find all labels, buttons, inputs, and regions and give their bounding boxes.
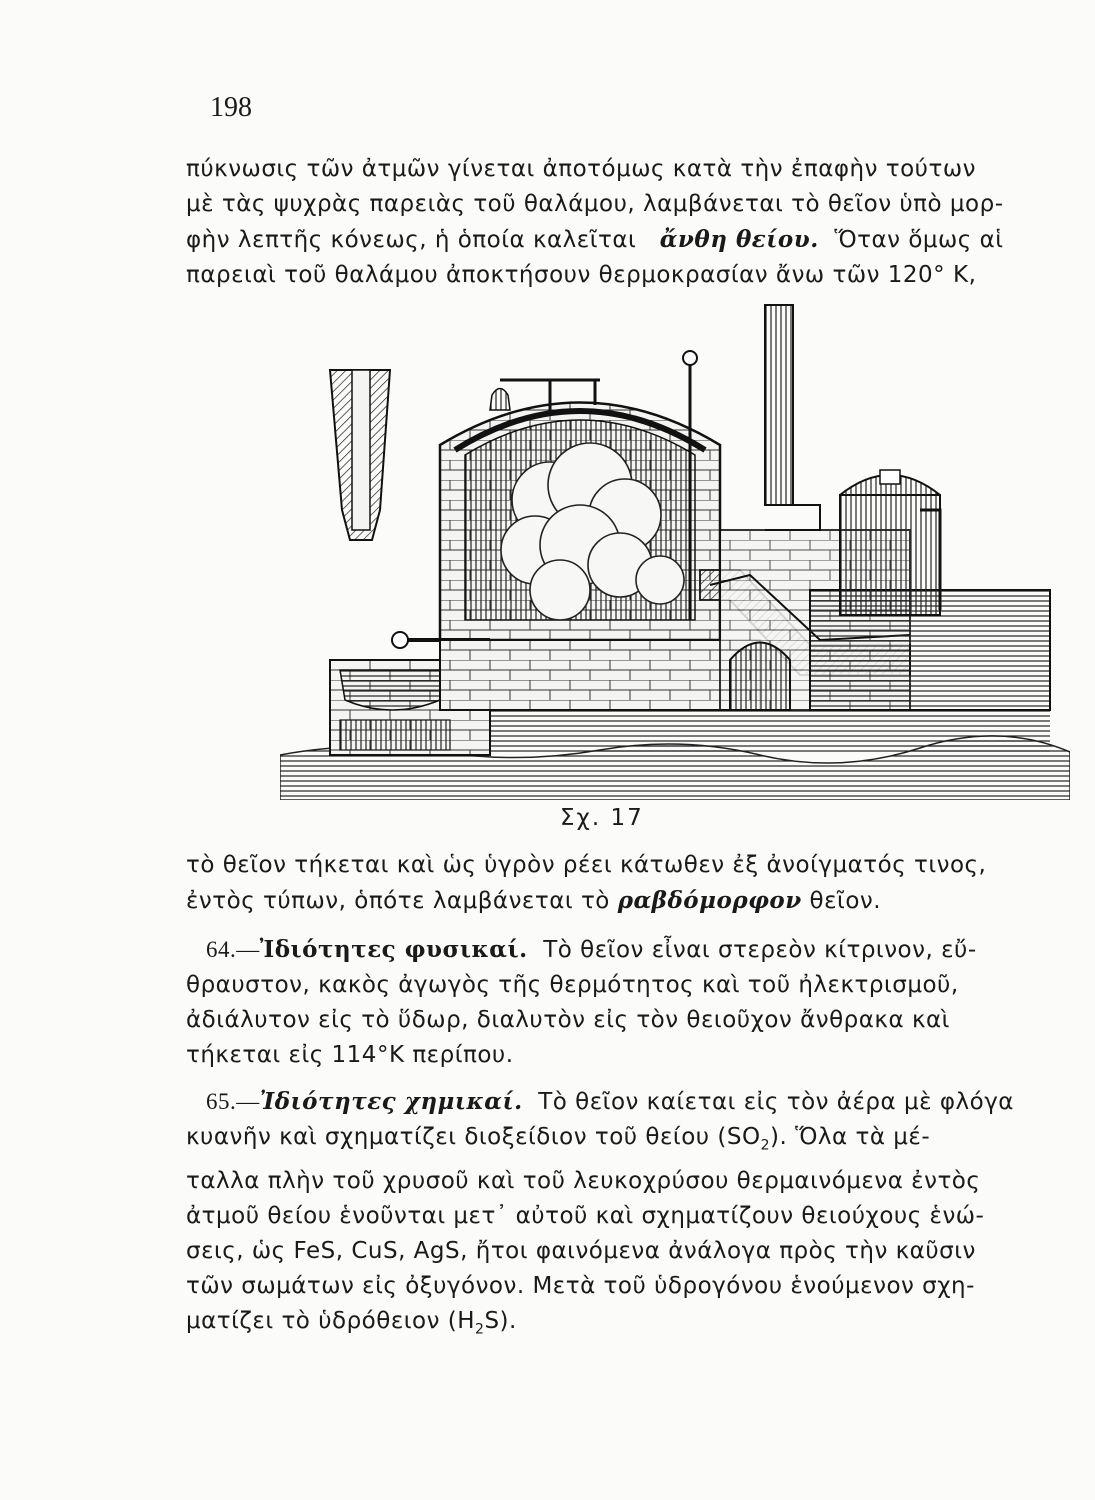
section-64	[186, 932, 1066, 1073]
text-fragment: Τὸ θεῖον καίεται εἰς τὸν ἀέρα μὲ φλόγα	[538, 1089, 1014, 1115]
text-fragment: ματίζει τὸ ὑδρόθειον (H	[186, 1307, 476, 1334]
text-fragment: S).	[484, 1307, 517, 1334]
text-line	[186, 932, 1066, 968]
text-fragment: φὴν λεπτῆς κόνεως, ἡ ὁποία καλεῖται	[186, 227, 637, 253]
text-line: ταλλα πλὴν τοῦ χρυσοῦ καὶ τοῦ λευκοχρύσου θερμαινόμενα ἐντὸς	[186, 1167, 981, 1194]
text-fragment: ). Ὅλα τὰ μέ-	[769, 1124, 931, 1150]
text-line: τὸ θεῖον τήκεται καὶ ὡς ὑγρὸν ρέει κάτωθεν ἐξ ἀνοίγματός τινος,	[186, 852, 987, 878]
text-fragment: ἐντὸς τύπων, ὁπότε λαμβάνεται τὸ	[186, 888, 610, 914]
subscript: 2	[760, 1137, 770, 1154]
text-line: τῶν σωμάτων εἰς ὀξυγόνον. Μετὰ τοῦ ὑδρογόνου ἑνούμενον σχη-	[186, 1272, 975, 1299]
text-fragment: Τὸ θεῖον εἶναι στερεὸν κίτρινον, εὔ-	[543, 937, 977, 963]
figure-caption: Σχ. 17	[560, 805, 644, 831]
text-line	[186, 1120, 1066, 1164]
text-line: σεις, ὡς FeS, CuS, AgS, ἤτοι φαινόμενα ἀνάλογα πρὸς τὴν καῦσιν	[186, 1237, 976, 1264]
text-line: ἀτμοῦ θείου ἑνοῦνται μετ᾽ αὐτοῦ καὶ σχηματίζουν θειούχους ἑνώ-	[186, 1202, 985, 1229]
term-rod-shaped: ραβδόμορφον	[617, 887, 802, 914]
section-heading: Ἰδιότητες χημικαί.	[259, 1088, 523, 1115]
text-line	[186, 1304, 1066, 1348]
term-flowers-of-sulfur: ἄνθη θείου.	[659, 226, 819, 253]
text-line: πύκνωσις τῶν ἀτμῶν γίνεται ἀποτόμως κατὰ τὴν ἐπαφὴν τούτων	[186, 156, 976, 182]
text-line: θραυστον, κακὸς ἀγωγὸς τῆς θερμότητος καὶ τοῦ ἠλεκτρισμοῦ,	[186, 972, 959, 998]
subscript: 2	[475, 1321, 485, 1338]
text-line: τήκεται εἰς 114°Κ περίπου.	[186, 1042, 514, 1068]
text-fragment: κυανῆν καὶ σχηματίζει διοξείδιον τοῦ θείου (SO	[186, 1124, 761, 1150]
text-line	[186, 222, 1066, 258]
text-line	[186, 883, 1066, 919]
top-paragraph	[186, 152, 1066, 293]
text-line	[186, 1084, 1066, 1120]
after-figure-paragraph	[186, 848, 1066, 919]
text-line: ἀδιάλυτον εἰς τὸ ὕδωρ, διαλυτὸν εἰς τὸν θειοῦχον ἄνθρακα καὶ	[186, 1007, 950, 1033]
sulfur-furnace-illustration	[280, 300, 1070, 800]
page-number: 198	[210, 92, 252, 123]
section-number: 65.—	[206, 1089, 260, 1114]
section-65	[186, 1084, 1066, 1347]
text-line: παρειαὶ τοῦ θαλάμου ἀποκτήσουν θερμοκρασίαν ἄνω τῶν 120° Κ,	[186, 262, 977, 288]
section-number: 64.—	[206, 937, 260, 962]
section-heading: Ἰδιότητες φυσικαί.	[259, 936, 528, 963]
text-fragment: Ὅταν ὅμως αἱ	[834, 227, 1004, 253]
text-line: μὲ τὰς ψυχρὰς παρειὰς τοῦ θαλάμου, λαμβάνεται τὸ θεῖον ὑπὸ μορ-	[186, 191, 1004, 217]
text-fragment: θεῖον.	[809, 888, 882, 914]
